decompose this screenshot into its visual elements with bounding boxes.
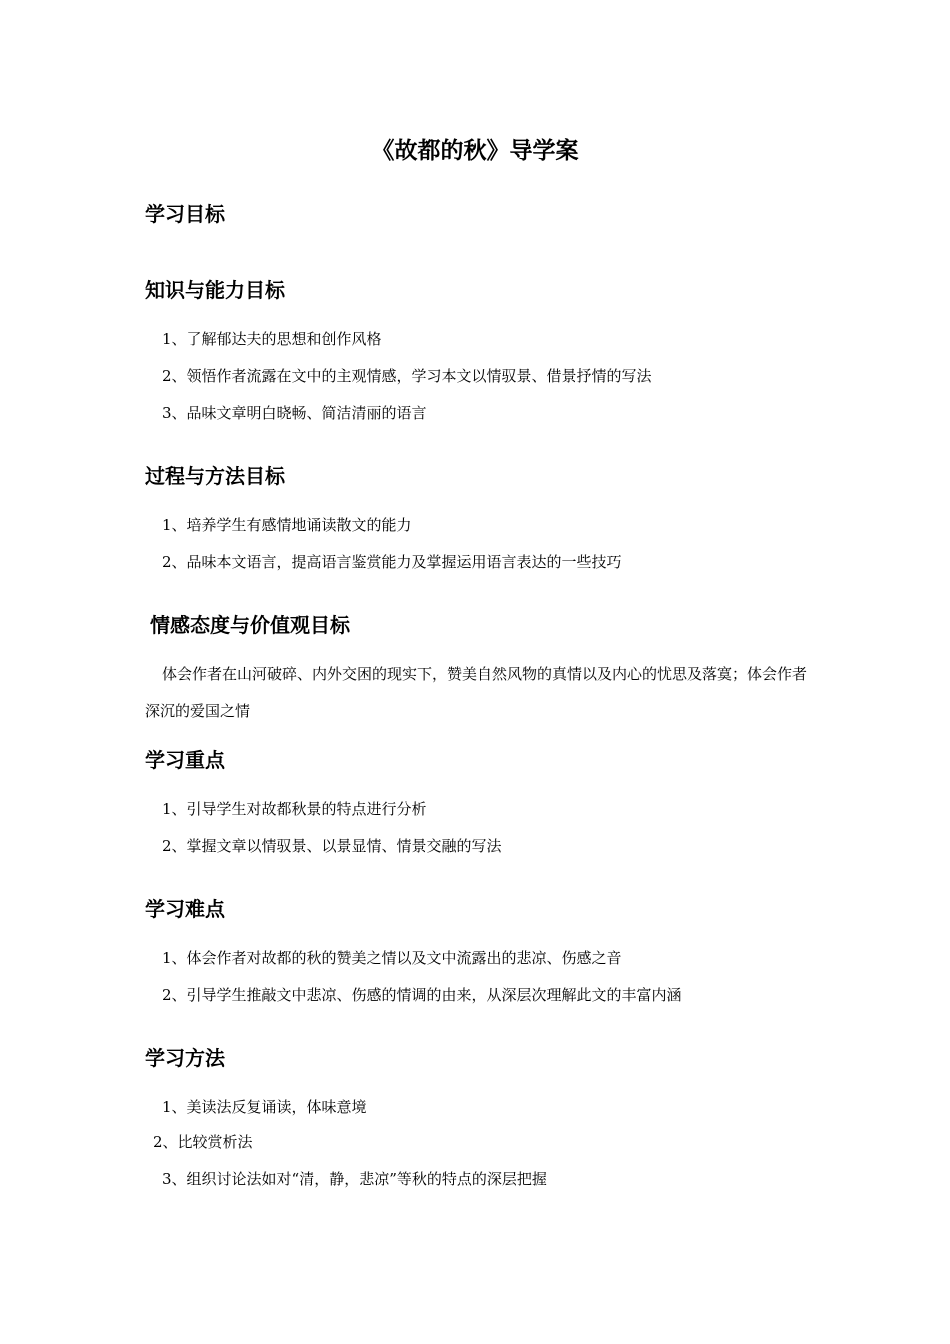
section-heading-emotion: 情感态度与价值观目标: [150, 613, 350, 637]
list-item: 2、掌握文章以情驭景、以景显情、情景交融的写法: [162, 837, 502, 855]
document-title: 《故都的秋》导学案: [371, 138, 579, 164]
section-heading-key-points: 学习重点: [145, 748, 225, 772]
list-item: 1、培养学生有感情地诵读散文的能力: [162, 516, 412, 534]
list-item: 2、比较赏析法: [153, 1133, 253, 1151]
list-item: 1、美读法反复诵读，体味意境: [162, 1098, 367, 1116]
list-item: 2、领悟作者流露在文中的主观情感，学习本文以情驭景、借景抒情的写法: [162, 367, 652, 385]
section-heading-goals: 学习目标: [145, 202, 225, 226]
list-item: 3、组织讨论法如对“清，静，悲凉”等秋的特点的深层把握: [162, 1170, 547, 1188]
list-item: 3、品味文章明白晓畅、简洁清丽的语言: [162, 404, 427, 422]
section-heading-knowledge: 知识与能力目标: [145, 278, 285, 302]
list-item: 2、引导学生推敲文中悲凉、伤感的情调的由来，从深层次理解此文的丰富内涵: [162, 986, 682, 1004]
list-item: 1、引导学生对故都秋景的特点进行分析: [162, 800, 427, 818]
list-item: 1、了解郁达夫的思想和创作风格: [162, 330, 382, 348]
section-heading-process: 过程与方法目标: [145, 464, 285, 488]
list-item: 1、体会作者对故都的秋的赞美之情以及文中流露出的悲凉、伤感之音: [162, 949, 622, 967]
list-item: 2、品味本文语言，提高语言鉴赏能力及掌握运用语言表达的一些技巧: [162, 553, 622, 571]
emotion-paragraph: 体会作者在山河破碎、内外交困的现实下，赞美自然风物的真情以及内心的忧思及落寞；体会作者深沉的爱国之情: [145, 665, 808, 720]
section-heading-methods: 学习方法: [145, 1046, 225, 1070]
section-heading-difficulties: 学习难点: [145, 897, 225, 921]
